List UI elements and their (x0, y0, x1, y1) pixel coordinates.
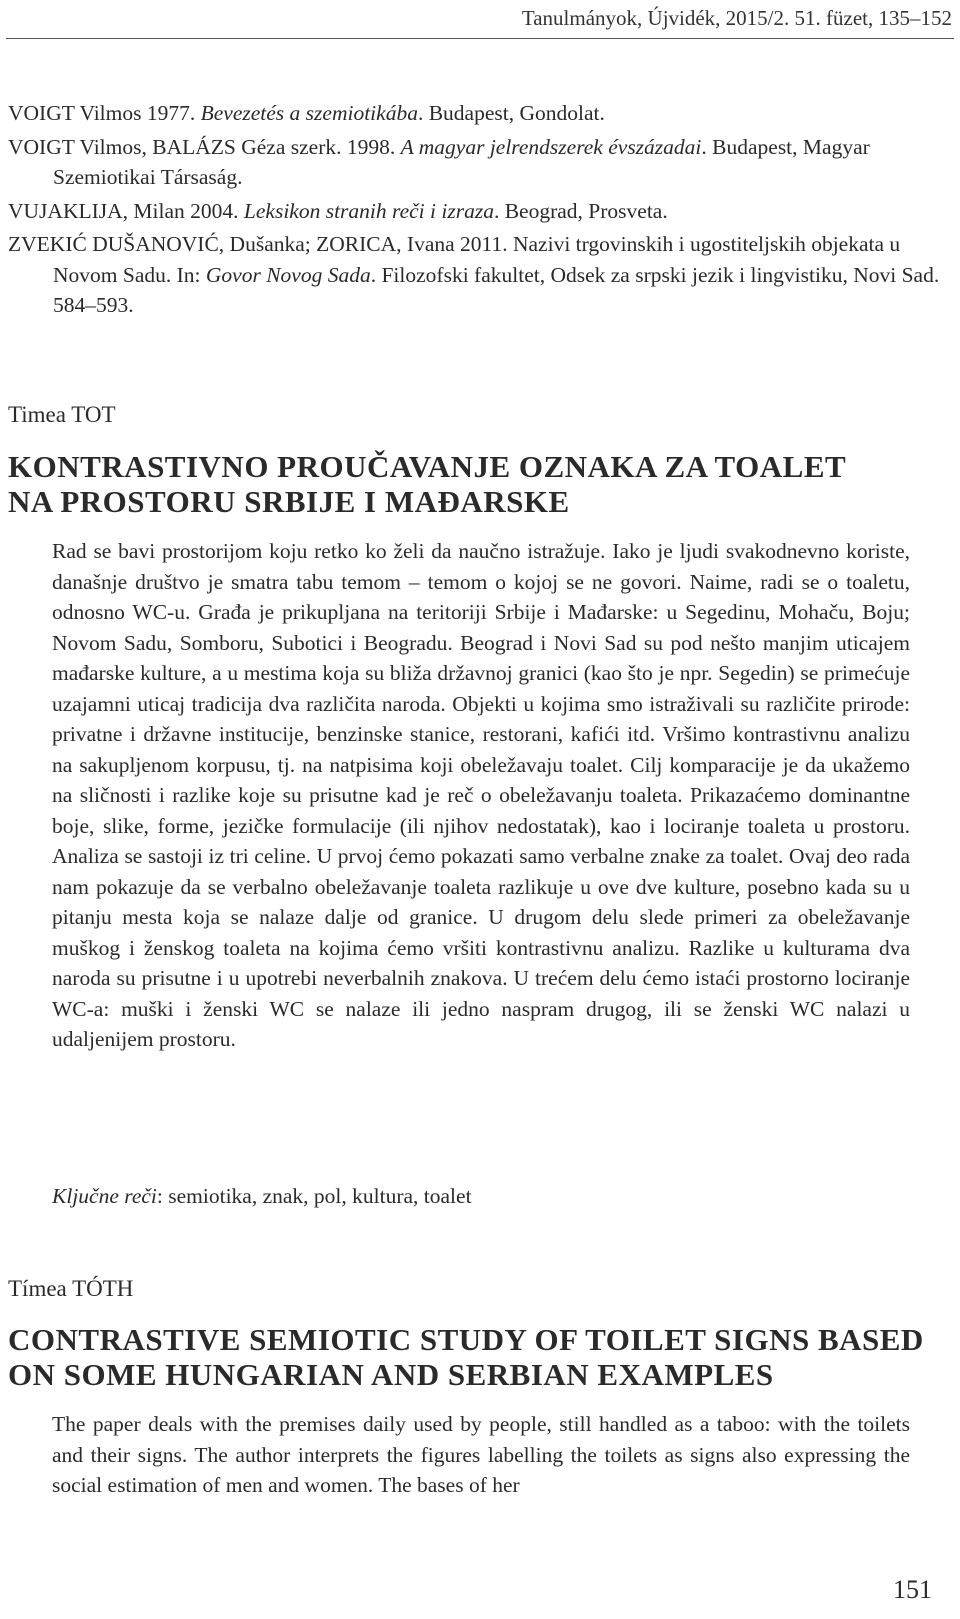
reference-title: A magyar jelrendszerek évszázadai (400, 134, 702, 159)
page-number: 151 (893, 1575, 932, 1604)
reference-text: . Beograd, Prosveta. (493, 198, 668, 223)
reference-title: Bevezetés a szemiotikába (200, 101, 418, 125)
serbian-abstract-body: Rad se bavi prostorijom koju retko ko želi da naučno istražuje. Iako je ljudi svakodnevno koriste, današnje društvo je smatra tabu temom – temom o kojoj se ne govori. Naime, radi se o toaletu, odnosno WC-u. Građa je prikupljana na teritoriji Srbije i Mađarske: u Segedinu, Mohaču, Boju; Novom Sadu, Somboru, Subotici i Beogradu. Beograd i Novi Sad su pod nešto manjim uticajem mađarske kulture, a u mestima koja su bliža državnoj granici (kao što je npr. Segedin) se primećuje uzajamni uticaj tradicija dva različita naroda. Objekti u kojima smo istraživali su različite prirode: privatne i državne institucije, benzinske stanice, restorani, kafići itd. Vršimo kontrastivnu analizu na sakupljenom korpusu, tj. na natpisima koji obeležavaju toalet. Cilj komparacije je da ukažemo na sličnosti i razlike koje su prisutne kad je reč o obeležavanju toaleta. Prikazaćemo dominantne boje, slike, forme, jezičke formulacije (ili njihov nedostatak), kao i lociranje toaleta u prostoru. Analiza se sastoji iz tri celine. U prvoj ćemo pokazati samo verbalne znake za toalet. Ovaj deo rada nam pokazuje da se verbalno obeležavanje toaleta razlikuje u ove dve kulture, posebno kada su u pitanju mesta koja se nalaze dalje od granice. U drugom delu slede primeri za obeležavanje muškog i ženskog toaleta na kojima ćemo vršiti kontrastivnu analizu. Razlike u kulturama dva naroda su prisutne i u upotrebi neverbalnih znakova. U trećem delu ćemo istaći prostorno lociranje WC-a: muški i ženski WC se nalaze ili jedno naspram drugog, ili se ženski WC nalazi u udaljenijem prostoru. (52, 539, 910, 1051)
reference-title: Leksikon stranih reči i izraza (243, 198, 494, 223)
english-title (8, 1322, 948, 1392)
keywords-label: Ključne reči (52, 1184, 157, 1208)
reference-text: VUJAKLIJA, Milan 2004. (8, 198, 244, 223)
english-author: Tímea TÓTH (8, 1276, 134, 1301)
keywords-line (52, 1184, 472, 1209)
english-title-line: ON SOME HUNGARIAN AND SERBIAN EXAMPLES (8, 1357, 774, 1392)
header-rule (6, 38, 954, 39)
serbian-author: Timea TOT (8, 402, 116, 427)
serbian-title-line: NA PROSTORU SRBIJE I MAĐARSKE (8, 484, 570, 519)
reference-text: . Budapest, Magyar Szemiotikai Társaság. (53, 134, 870, 189)
reference-text: VOIGT Vilmos, BALÁZS Géza szerk. 1998. (8, 134, 401, 159)
reference-text: ZVEKIĆ DUŠANOVIĆ, Dušanka; ZORICA, Ivana 2011. Nazivi trgovinskih i ugostiteljskih objekata u Novom Sadu. In: (8, 232, 901, 287)
english-title-line: CONTRASTIVE SEMIOTIC STUDY OF TOILET SIGNS BASED (8, 1322, 924, 1357)
serbian-title (8, 449, 948, 519)
reference-list (8, 98, 948, 324)
reference-text: . Filozofski fakultet, Odsek za srpski jezik i lingvistiku, Novi Sad. 584–593. (53, 262, 940, 317)
reference-title: Govor Novog Sada (205, 262, 371, 287)
running-head: Tanulmányok, Újvidék, 2015/2. 51. füzet, 135–152 (521, 6, 952, 30)
reference-entry (8, 196, 948, 227)
english-abstract-body: The paper deals with the premises daily used by people, still handled as a taboo: with the toilets and their signs. The author interprets the figures labelling the toilets as signs also expressing the social estimation of men and women. The bases of her (52, 1412, 910, 1497)
reference-text: VOIGT Vilmos 1977. (8, 101, 201, 125)
reference-entry (8, 132, 948, 193)
reference-text: . Budapest, Gondolat. (417, 101, 605, 125)
reference-entry (8, 229, 948, 321)
keywords-list: : semiotika, znak, pol, kultura, toalet (156, 1184, 472, 1208)
serbian-title-line: KONTRASTIVNO PROUČAVANJE OZNAKA ZA TOALET (8, 449, 847, 484)
reference-entry (8, 98, 948, 129)
